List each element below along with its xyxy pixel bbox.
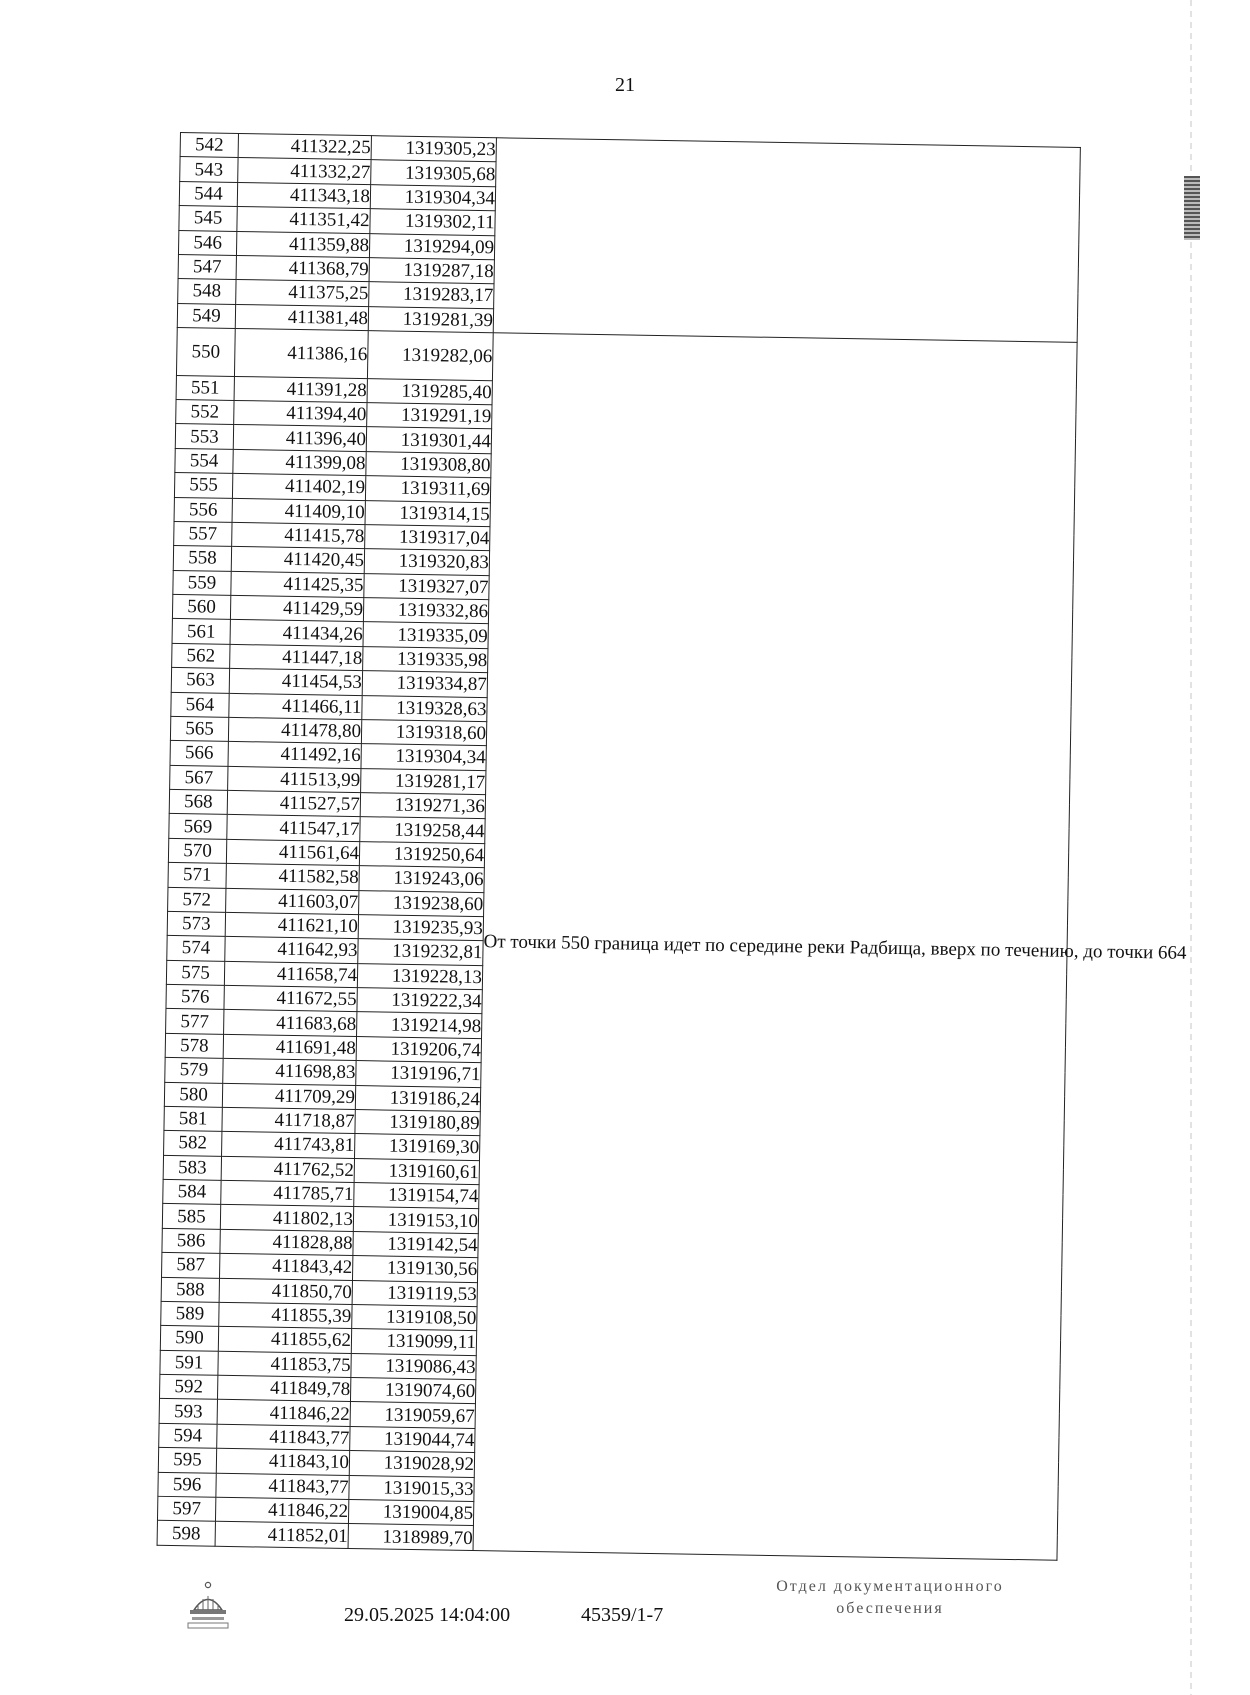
- point-number: 548: [178, 279, 236, 304]
- point-number: 568: [169, 789, 227, 814]
- coordinate-y: 1319258,44: [360, 817, 485, 843]
- coordinate-y: 1319271,36: [360, 793, 485, 819]
- point-number: 543: [180, 157, 238, 182]
- coordinate-x: 411386,16: [234, 328, 368, 378]
- coordinate-x: 411359,88: [236, 231, 369, 258]
- point-number: 576: [166, 984, 224, 1009]
- footer-datetime: 29.05.2025 14:04:00: [344, 1604, 511, 1626]
- point-number: 590: [160, 1326, 218, 1351]
- coordinate-x: 411843,42: [220, 1253, 353, 1280]
- coordinate-x: 411420,45: [231, 547, 364, 574]
- coordinate-y: 1319180,89: [355, 1109, 480, 1135]
- point-number: 588: [161, 1277, 219, 1302]
- boundary-description: От точки 550 граница идет по середине реки Радбища, вверх по течению, до точки 664: [473, 333, 1077, 1561]
- coordinate-x: 411850,70: [219, 1278, 352, 1305]
- coordinate-x: 411381,48: [235, 304, 368, 331]
- coordinate-x: 411454,53: [229, 669, 362, 696]
- coordinate-x: 411466,11: [229, 693, 362, 720]
- point-number: 582: [164, 1131, 222, 1156]
- coordinate-y: 1319160,61: [354, 1158, 479, 1184]
- point-number: 566: [170, 741, 228, 766]
- point-number: 546: [178, 230, 236, 255]
- coordinate-x: 411828,88: [220, 1229, 353, 1256]
- point-number: 544: [179, 181, 237, 206]
- coordinate-x: 411718,87: [222, 1107, 355, 1134]
- coordinate-x: 411855,39: [219, 1302, 352, 1329]
- coordinate-x: 411478,80: [228, 717, 361, 744]
- coordinate-y: 1319291,19: [367, 403, 492, 429]
- coordinate-y: 1319320,83: [364, 549, 489, 575]
- point-number: 586: [162, 1228, 220, 1253]
- coordinate-x: 411843,10: [216, 1448, 349, 1475]
- organization-emblem-icon: [186, 1580, 230, 1630]
- scan-barcode-mark: [1184, 176, 1200, 240]
- coordinate-x: 411683,68: [224, 1010, 357, 1037]
- coordinate-y: 1319318,60: [361, 720, 486, 746]
- coordinate-x: 411561,64: [226, 839, 359, 866]
- coordinate-x: 411402,19: [232, 474, 365, 501]
- point-number: 595: [158, 1447, 216, 1472]
- point-number: 556: [174, 497, 232, 522]
- coordinate-y: 1319334,87: [362, 671, 487, 697]
- coordinate-y: 1319044,74: [350, 1426, 475, 1452]
- footer-department-stamp: Отдел документационного обеспечения: [776, 1578, 1004, 1617]
- coordinate-y: 1319004,85: [348, 1499, 473, 1525]
- coordinate-x: 411853,75: [218, 1351, 351, 1378]
- point-number: 555: [174, 473, 232, 498]
- point-number: 563: [171, 668, 229, 693]
- point-number: 571: [168, 863, 226, 888]
- coordinate-x: 411855,62: [218, 1327, 351, 1354]
- coordinate-x: 411492,16: [228, 742, 361, 769]
- coordinate-y: 1319328,63: [362, 695, 487, 721]
- coordinate-x: 411409,10: [232, 498, 365, 525]
- coordinate-x: 411343,18: [237, 182, 370, 209]
- coordinate-y: 1318989,70: [348, 1524, 473, 1551]
- coordinate-x: 411698,83: [223, 1059, 356, 1086]
- point-number: 560: [172, 594, 230, 619]
- coordinate-y: 1319302,11: [370, 209, 495, 235]
- coordinate-x: 411802,13: [220, 1205, 353, 1232]
- point-number: 596: [158, 1472, 216, 1497]
- coordinate-y: 1319222,34: [357, 988, 482, 1014]
- coordinate-y: 1319153,10: [353, 1207, 478, 1233]
- coordinate-x: 411396,40: [233, 425, 366, 452]
- coordinate-y: 1319086,43: [351, 1353, 476, 1379]
- point-number: 584: [163, 1179, 221, 1204]
- point-number: 579: [165, 1058, 223, 1083]
- coordinate-y: 1319028,92: [349, 1451, 474, 1477]
- coordinate-x: 411743,81: [222, 1132, 355, 1159]
- coordinate-x: 411672,55: [224, 985, 357, 1012]
- point-number: 575: [166, 960, 224, 985]
- coordinates-table: [157, 132, 1187, 1561]
- coordinate-x: 411762,52: [221, 1156, 354, 1183]
- point-number: 577: [166, 1009, 224, 1034]
- coordinate-y: 1319335,98: [363, 646, 488, 672]
- coordinate-x: 411399,08: [233, 449, 366, 476]
- point-number: 581: [164, 1106, 222, 1131]
- point-number: 562: [172, 643, 230, 668]
- coordinate-x: 411603,07: [226, 888, 359, 915]
- coordinate-x: 411709,29: [222, 1083, 355, 1110]
- coordinate-y: 1319232,81: [358, 939, 483, 965]
- point-number: 547: [178, 254, 236, 279]
- coordinate-y: 1319285,40: [367, 378, 492, 404]
- point-number: 583: [163, 1155, 221, 1180]
- coordinate-y: 1319304,34: [361, 744, 486, 770]
- coordinate-x: 411425,35: [231, 571, 364, 598]
- coordinate-x: 411547,17: [227, 815, 360, 842]
- point-number: 549: [177, 303, 235, 328]
- coordinate-y: 1319228,13: [357, 963, 482, 989]
- coordinate-y: 1319311,69: [365, 476, 490, 502]
- point-number: 567: [170, 765, 228, 790]
- coordinate-x: 411513,99: [228, 766, 361, 793]
- point-number: 594: [159, 1423, 217, 1448]
- coordinate-y: 1319308,80: [366, 451, 491, 477]
- coordinate-x: 411843,77: [217, 1424, 350, 1451]
- coordinate-y: 1319142,54: [353, 1231, 478, 1257]
- coordinate-x: 411415,78: [232, 522, 365, 549]
- coordinate-y: 1319250,64: [359, 841, 484, 867]
- coordinate-x: 411691,48: [223, 1034, 356, 1061]
- coordinate-y: 1319332,86: [363, 598, 488, 624]
- coordinate-y: 1319235,93: [358, 914, 483, 940]
- coordinate-y: 1319314,15: [365, 500, 490, 526]
- coordinate-y: 1319281,17: [361, 768, 486, 794]
- coordinate-y: 1319169,30: [355, 1134, 480, 1160]
- coordinate-y: 1319283,17: [369, 282, 494, 308]
- coordinate-x: 411391,28: [234, 376, 367, 403]
- coordinate-x: 411582,58: [226, 864, 359, 891]
- point-number: 585: [162, 1204, 220, 1229]
- coordinate-x: 411394,40: [234, 400, 367, 427]
- coordinate-x: 411621,10: [225, 912, 358, 939]
- point-number: 593: [159, 1399, 217, 1424]
- point-number: 591: [160, 1350, 218, 1375]
- coordinate-y: 1319243,06: [359, 866, 484, 892]
- coordinate-x: 411447,18: [230, 644, 363, 671]
- coordinate-y: 1319186,24: [355, 1085, 480, 1111]
- point-number: 565: [170, 716, 228, 741]
- scan-edge: [1190, 0, 1192, 1695]
- point-number: 569: [169, 814, 227, 839]
- point-number: 557: [174, 521, 232, 546]
- coordinate-x: 411642,93: [225, 937, 358, 964]
- coordinate-x: 411846,22: [215, 1497, 348, 1524]
- point-number: 598: [157, 1521, 215, 1547]
- coordinate-y: 1319281,39: [368, 306, 493, 332]
- coordinate-x: 411852,01: [215, 1522, 348, 1549]
- coordinate-y: 1319327,07: [364, 573, 489, 599]
- empty-description-cell: [493, 138, 1080, 343]
- point-number: 572: [168, 887, 226, 912]
- point-number: 552: [176, 400, 234, 425]
- point-number: 553: [175, 424, 233, 449]
- coordinate-x: 411658,74: [224, 961, 357, 988]
- point-number: 587: [162, 1253, 220, 1278]
- coordinate-x: 411434,26: [230, 620, 363, 647]
- coordinate-y: 1319099,11: [351, 1329, 476, 1355]
- coordinate-y: 1319214,98: [357, 1012, 482, 1038]
- point-number: 592: [159, 1374, 217, 1399]
- point-number: 559: [173, 570, 231, 595]
- coordinate-x: 411351,42: [237, 207, 370, 234]
- point-number: 558: [173, 546, 231, 571]
- point-number: 580: [164, 1082, 222, 1107]
- coordinate-x: 411785,71: [221, 1180, 354, 1207]
- point-number: 545: [179, 206, 237, 231]
- coordinate-x: 411429,59: [230, 595, 363, 622]
- coordinate-x: 411846,22: [217, 1400, 350, 1427]
- coordinates-table-body: [157, 133, 1187, 1561]
- point-number: 574: [167, 936, 225, 961]
- coordinate-x: 411368,79: [236, 255, 369, 282]
- point-number: 551: [176, 375, 234, 400]
- point-number: 564: [171, 692, 229, 717]
- point-number: 597: [157, 1496, 215, 1521]
- point-number: 554: [175, 448, 233, 473]
- coordinate-y: 1319059,67: [350, 1402, 475, 1428]
- coordinate-y: 1319154,74: [354, 1183, 479, 1209]
- point-number: 578: [165, 1033, 223, 1058]
- point-number: 561: [172, 619, 230, 644]
- coordinate-y: 1319304,34: [370, 184, 495, 210]
- coordinate-y: 1319317,04: [365, 525, 490, 551]
- coordinate-x: 411375,25: [236, 280, 369, 307]
- coordinate-y: 1319206,74: [356, 1036, 481, 1062]
- coordinate-x: 411527,57: [227, 790, 360, 817]
- page-number: 21: [615, 74, 635, 96]
- coordinate-y: 1319301,44: [366, 427, 491, 453]
- coordinate-x: 411849,78: [217, 1375, 350, 1402]
- point-number: 570: [168, 838, 226, 863]
- coordinate-y: 1319238,60: [359, 890, 484, 916]
- coordinate-x: 411843,77: [216, 1473, 349, 1500]
- footer-document-number: 45359/1-7: [581, 1604, 664, 1626]
- coordinate-x: 411332,27: [238, 158, 371, 185]
- point-number: 573: [167, 911, 225, 936]
- coordinate-y: 1319294,09: [369, 233, 494, 259]
- coordinate-y: 1319196,71: [356, 1061, 481, 1087]
- coordinate-y: 1319282,06: [367, 331, 493, 381]
- coordinate-y: 1319074,60: [350, 1378, 475, 1404]
- point-number: 542: [180, 133, 238, 158]
- coordinate-y: 1319305,23: [371, 136, 496, 162]
- point-number: 589: [161, 1301, 219, 1326]
- coordinate-y: 1319335,09: [363, 622, 488, 648]
- coordinate-y: 1319119,53: [352, 1280, 477, 1306]
- coordinate-y: 1319015,33: [349, 1475, 474, 1501]
- coordinate-y: 1319130,56: [352, 1256, 477, 1282]
- coordinate-y: 1319305,68: [371, 160, 496, 186]
- point-number: 550: [176, 327, 235, 376]
- coordinate-x: 411322,25: [238, 133, 371, 160]
- coordinate-y: 1319287,18: [369, 258, 494, 284]
- coordinate-y: 1319108,50: [352, 1304, 477, 1330]
